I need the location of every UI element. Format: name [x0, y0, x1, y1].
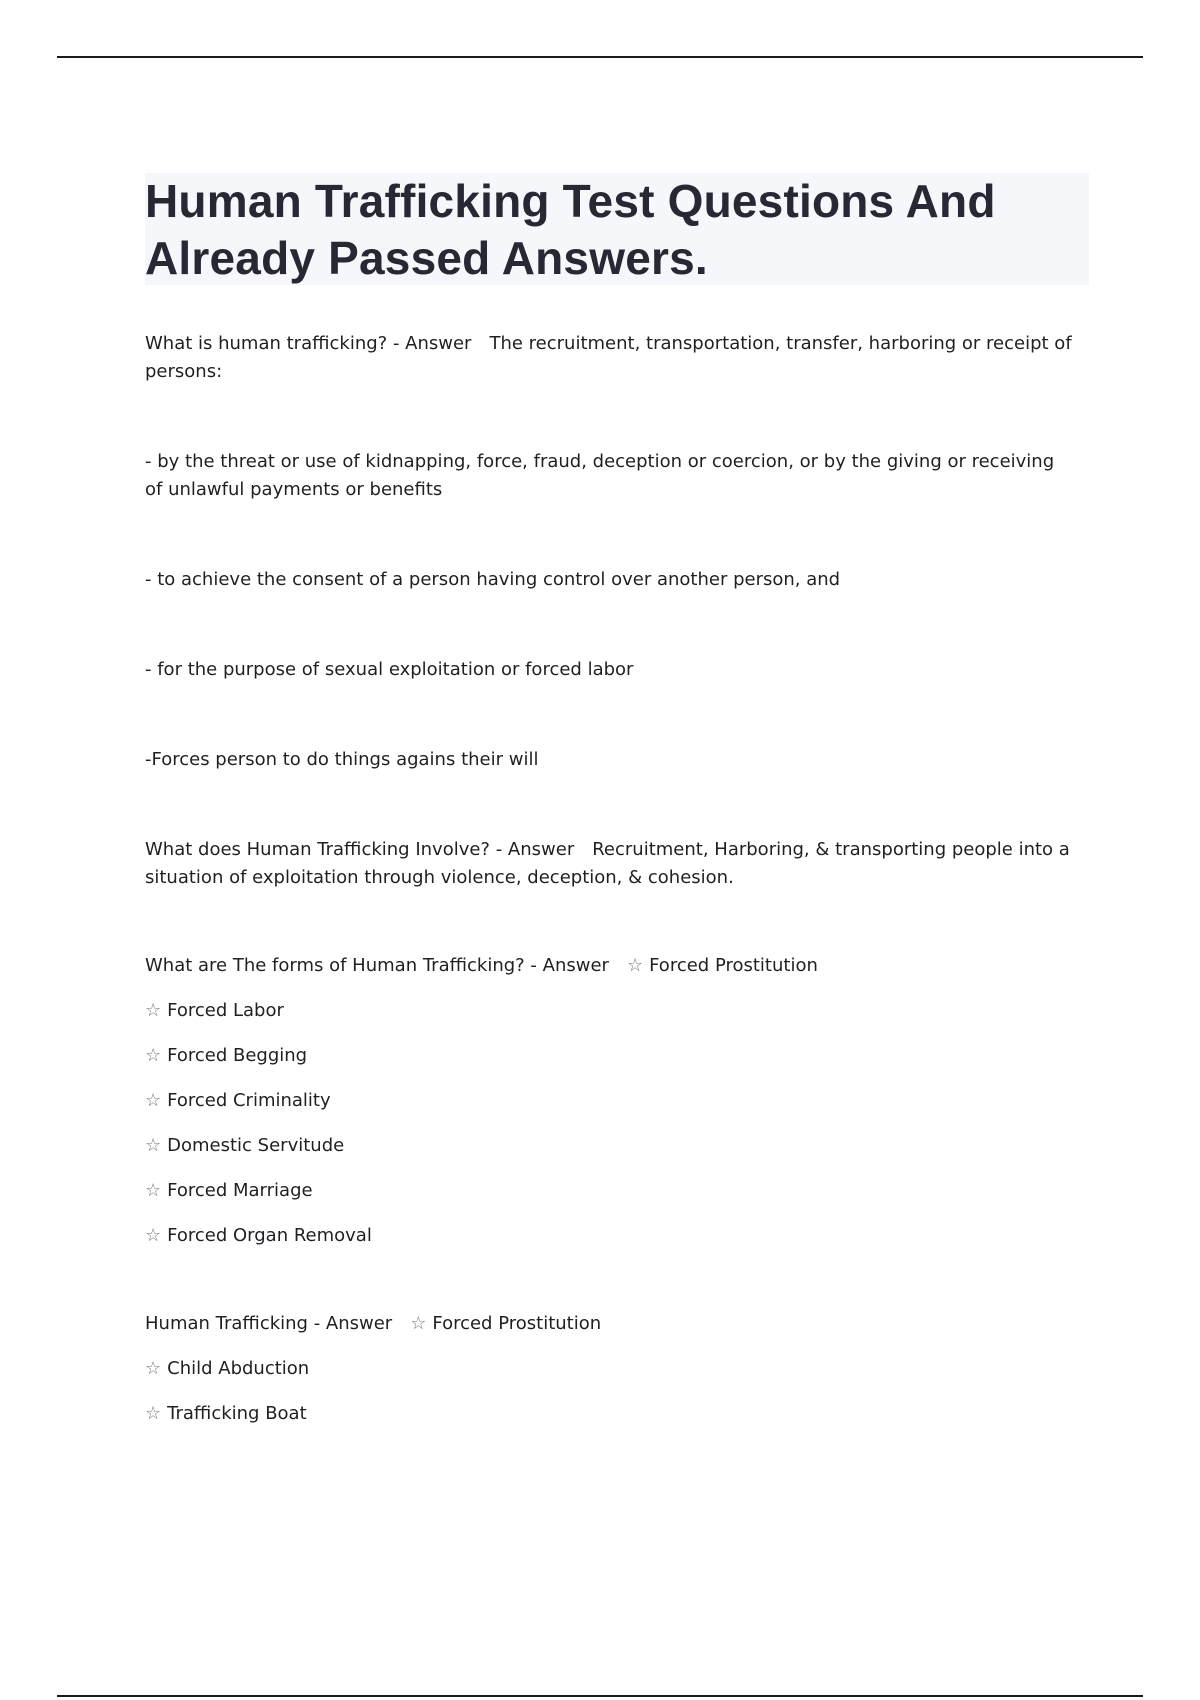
star-icon: ☆: [626, 955, 644, 976]
document-body: [145, 330, 1075, 1428]
list-item: Forced Prostitution: [432, 1313, 602, 1334]
star-icon: ☆: [145, 1403, 162, 1424]
header-rule: [57, 56, 1143, 58]
qa-forms: [145, 952, 1075, 980]
star-icon: ☆: [145, 1225, 162, 1246]
definition-line: -Forces person to do things agains their will: [145, 749, 539, 770]
title-block: [145, 173, 1089, 285]
question-text: What does Human Trafficking Involve? - Answer: [145, 839, 575, 860]
list-item: ☆ Child Abduction: [145, 1358, 310, 1379]
question-text: What are The forms of Human Trafficking? - Answer: [145, 955, 609, 976]
star-icon: ☆: [410, 1313, 427, 1334]
star-icon: ☆: [145, 1090, 162, 1111]
star-icon: ☆: [145, 1000, 162, 1021]
star-icon: ☆: [145, 1135, 162, 1156]
star-icon: ☆: [145, 1358, 162, 1379]
answer-text: The recruitment, transportation, transfer, harboring or receipt of persons:: [145, 333, 1072, 382]
star-icon: ☆: [145, 1180, 162, 1201]
definition-line: - by the threat or use of kidnapping, force, fraud, deception or coercion, or by the giving or receiving of unlawful payments or benefits: [145, 451, 1055, 500]
qa-involve: [145, 836, 1075, 892]
list-item: ☆ Trafficking Boat: [145, 1403, 307, 1424]
footer-rule: [57, 1695, 1143, 1697]
qa-human-trafficking: [145, 1310, 1075, 1338]
document-title: Human Trafficking Test Questions And Already Passed Answers.: [145, 175, 996, 284]
question-text: What is human trafficking? - Answer: [145, 333, 472, 354]
list-item: ☆ Forced Labor: [145, 1000, 284, 1021]
answer-text: Recruitment, Harboring, & transporting people into a situation of exploitation through violence, deception, & cohesion.: [145, 839, 1070, 888]
star-icon: ☆: [145, 1045, 162, 1066]
list-item: ☆ Forced Criminality: [145, 1090, 331, 1111]
list-item: ☆ Forced Marriage: [145, 1180, 313, 1201]
qa-definition: [145, 330, 1075, 386]
definition-line: - for the purpose of sexual exploitation or forced labor: [145, 659, 634, 680]
list-item: ☆ Forced Organ Removal: [145, 1225, 372, 1246]
definition-line: - to achieve the consent of a person having control over another person, and: [145, 569, 841, 590]
list-item: ☆ Domestic Servitude: [145, 1135, 345, 1156]
list-item: ☆ Forced Begging: [145, 1045, 308, 1066]
question-text: Human Trafficking - Answer: [145, 1313, 393, 1334]
list-item: Forced Prostitution: [649, 955, 818, 976]
